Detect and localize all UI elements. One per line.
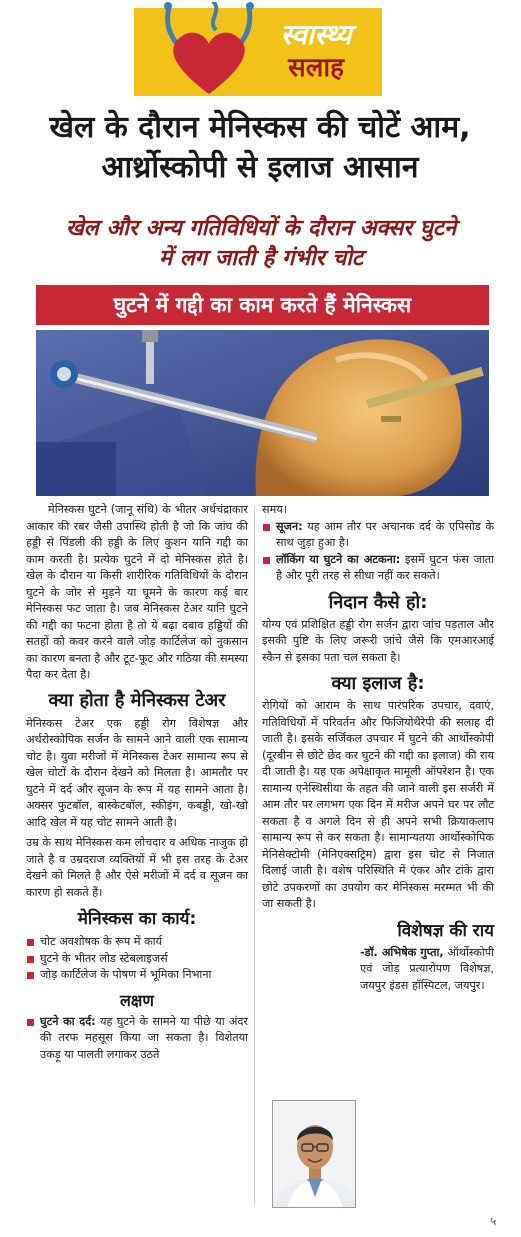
symptom-locking [262, 552, 494, 585]
symptoms-heading: लक्षण [120, 990, 154, 1010]
function-heading: मेनिस्कस का कार्य: [77, 909, 197, 929]
symptom-pain-text: यह घुटने के सामने या पीछे या अंदर की तरफ महसूस किया जा सकता है। विशेतया उकड़ू या पालती लगाकर उठते [40, 1014, 248, 1061]
symptom-swelling [262, 519, 494, 552]
expert-heading: विशेषज्ञ की राय [397, 920, 494, 941]
expert-description: ऑर्थोस्कोपी एवं जोड़ प्रत्यारोपण विशेषज्ञ, जयपुर इंडस हॉस्पिटल, जयपुर। [360, 945, 495, 992]
masthead-line2: सलाह [288, 53, 344, 83]
diagnosis-paragraph: योग्य एवं प्रशिक्षित हड्डी रोग सर्जन द्वारा जांच पड़ताल और इसकी पुष्टि के लिए जरूरी जांचे जैसे कि एमआरआई स्कैन से इसका पता चल सकता है। [262, 617, 494, 664]
right-column [262, 502, 494, 994]
masthead-title [256, 18, 376, 84]
treatment-paragraph: रोगियों को आराम के साथ पारंपरिक उपचार, दवाएं, गतिविधियों में परिवर्तन और फिजियोथैरेपी की सलाह दी जाती है। इसके सर्जिकल उपचार में घुटने की आर्थोस्कोपी (दूरबीन से छोटे छेद कर घुटने की गद्दी का इलाज) की राय दी जाती है। यह एक अपेक्षाकृत मामूली ऑपरेशन है। एक सामान्य एनेस्थिसीया के तहत की जाने वाली इस सर्जरी में आम तौर पर लगभग एक दिन में मरीज अपने घर पर लौट सकता है व अगले दिन से ही अपने सभी क्रियाकलाप सामान्य रूप से कर सकता है। सामान्यतया आर्थोस्कोपिक मेनिसेक्टोमी (मेनिएक्सट्रिम) द्वारा इस चोट से निजात दिलाई जाती है। वशेष परिस्थिति में एंकर और टांके द्वारा छोटे उपकरणों का उपयोग कर मेनिस्कस मरम्मत भी की जा सकती है। [262, 699, 494, 910]
arthroscopy-photo [36, 330, 489, 496]
masthead-line1: स्वास्थ्य [280, 18, 352, 51]
treatment-heading: क्या इलाज है: [331, 673, 425, 694]
stethoscope-heart-icon [154, 2, 264, 102]
diagnosis-heading: निदान कैसे हो: [328, 591, 428, 613]
symptom-continuation: समय। [262, 503, 287, 516]
expert-name: -डॉ. अभिषेक गुप्ता, [360, 945, 444, 959]
symptom-locking-text: इसमें घुटन फंस जाता है और पूरी तरह से सीधा नहीं कर सकते। [276, 552, 494, 582]
symptom-swelling-label: सूजन: [276, 519, 303, 533]
column-masthead [134, 8, 382, 96]
headline-line1: खेल के दौरान मेनिस्कस की चोटें आम, [49, 110, 471, 145]
page-number: ५ [490, 1214, 497, 1228]
doctor-avatar [273, 1101, 356, 1208]
doctor-portrait [272, 1100, 356, 1208]
function-item: चोट अवशोषक के रूप में कार्य [26, 934, 248, 951]
expert-credit [262, 945, 494, 995]
knee-surgery-illustration [36, 330, 489, 496]
symptom-swelling-text: यह आम तौर पर अचानक दर्द के एपिसोड के साथ जुड़ा हुआ है। [276, 519, 494, 549]
subhead-line1: खेल और अन्य गतिविधियों के दौरान अक्सर घुटने [65, 216, 457, 241]
column-divider [254, 505, 255, 1205]
tear-heading: क्या होता है मेनिस्कस टेअर [48, 689, 226, 711]
subhead-line2: में लग जाती है गंभीर चोट [158, 246, 363, 271]
headline [10, 108, 510, 188]
intro-paragraph: मेनिस्कस घुटने (जानू संधि) के भीतर अर्धचंद्राकार आकार की रबर जैसी उपास्थि होती है जो कि जांघ की हड्डी से पिंडली की हड्डी के लिए कुशन यानि गद्दी का काम करती है। प्रत्येक घुटने में दो मेनिस्कस होते है। खेल के दौरान या किसी शारीरिक गतिविधियों के दौरान घुटने के जोर से मुड़ने या घूमने के कारण कई बार मेनिस्कस फट जाता है। जब मेनिस्कस टेअर यानि घुटने की गद्दी का फटना होता है तो ये बढ़ा दबाव हड्डियों की सतहों को कवर करने वाले जोड़ कार्टिलेज को नुकसान का कारण बनता है और टूट-फूट और गठिया की समस्या पैदा कर देता है। [26, 503, 248, 681]
function-item: जोड़ कार्टिलेज के पोषण में भूमिका निभाना [26, 967, 248, 984]
subheadline [24, 214, 498, 274]
tear-paragraph-1: मेनिस्कस टेअर एक हड्डी रोग विशेषज्ञ और अर्थरोस्कोपिक सर्जन के सामने आने वाली एक सामान्य चोट है। युवा मरीजों में मेनिस्कस टेअर सामान्य रूप से खेल चोटों के दौरान देखने को मिलता है। आमतौर पर घुटने में दर्द और सूजन के रूप में यह सामने आता है। अक्सर फुटबॉल, बास्केटबॉल, स्कीइंग, कबड्डी, खो-खो आदि खेल में यह चोट सामने आती है। [26, 716, 248, 829]
symptom-locking-label: लॉकिंग या घुटने का अटकना: [276, 552, 401, 566]
tear-paragraph-2: उम्र के साथ मेनिस्कस कम लोचदार व अधिक नाजुक हो जाते है व उम्रदराज व्यक्तियों में भी इस तरह के टेअर देखने को मिलते है और ऐसे मरीजों में दर्द व सूजन का कारण हो सकते हैं। [26, 836, 248, 899]
red-banner: घुटने में गद्दी का काम करते हैं मेनिस्कस [36, 285, 489, 325]
expert-credit-text [360, 945, 494, 995]
function-item: घुटने के भीतर लोड स्टेबलाइजर्स [26, 951, 248, 968]
symptom-pain [26, 1014, 248, 1064]
symptom-pain-label: घुटने का दर्द: [40, 1014, 96, 1028]
left-column [26, 502, 248, 1063]
headline-line2: आर्थ्रोस्कोपी से इलाज आसान [101, 150, 419, 185]
